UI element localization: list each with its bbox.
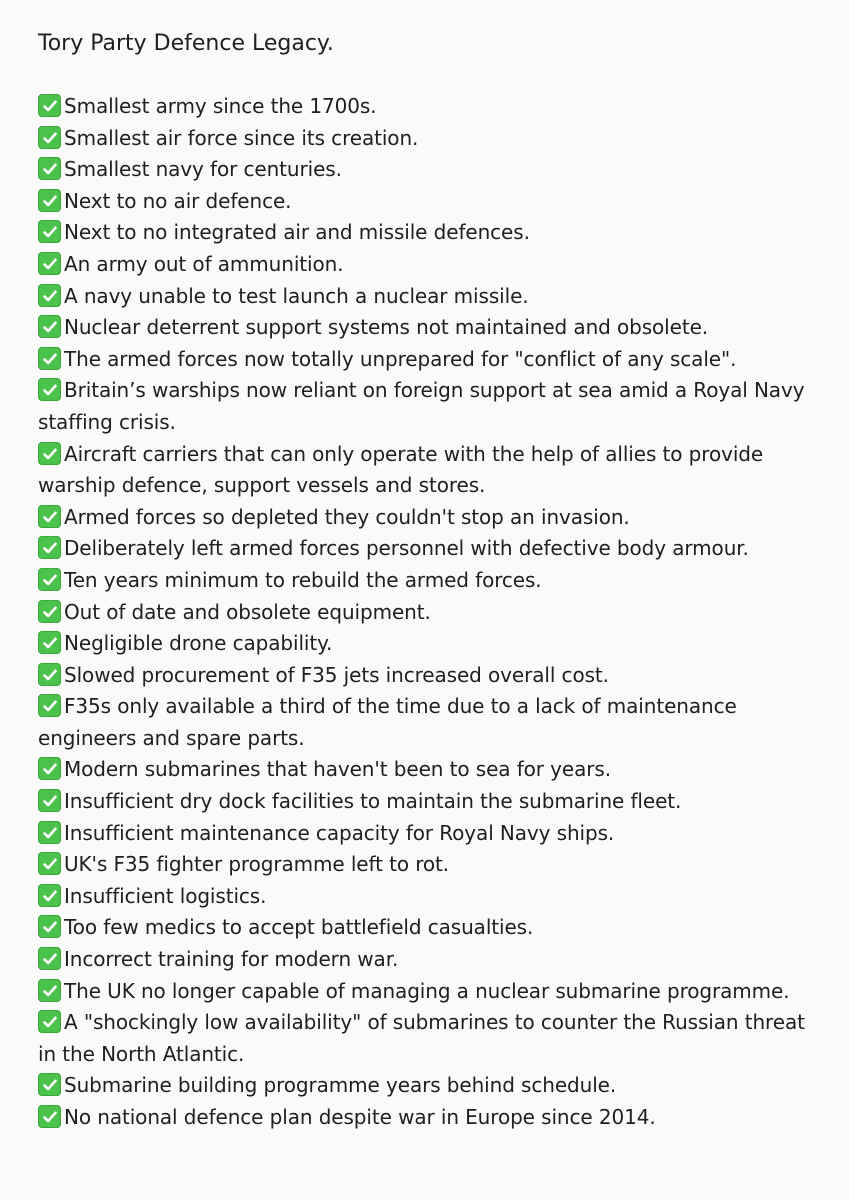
check-mark-icon — [38, 220, 61, 243]
list-item — [38, 691, 819, 754]
list-item — [38, 249, 819, 281]
list-item — [38, 312, 819, 344]
list-item-text: Smallest navy for centuries. — [64, 157, 342, 182]
list-item-text: The UK no longer capable of managing a nuclear submarine programme. — [64, 978, 790, 1003]
list-item — [38, 186, 819, 218]
check-mark-icon — [38, 821, 61, 844]
list-item-text: F35s only available a third of the time due to a lack of maintenance engineers and spare parts. — [38, 694, 737, 750]
list-item-text: Out of date and obsolete equipment. — [64, 599, 431, 624]
list-item — [38, 439, 819, 502]
list-item-text: A "shockingly low availability" of submarines to counter the Russian threat in the North Atlantic. — [38, 1010, 805, 1066]
list-item-text: Britain’s warships now reliant on foreign support at sea amid a Royal Navy staffing crisis. — [38, 378, 805, 434]
list-item — [38, 786, 819, 818]
list-item-text: Incorrect training for modern war. — [64, 947, 399, 972]
check-mark-icon — [38, 347, 61, 370]
list-item-text: Smallest army since the 1700s. — [64, 94, 377, 118]
check-mark-icon — [38, 536, 61, 559]
list-item — [38, 533, 819, 565]
note-title: Tory Party Defence Legacy. — [38, 31, 334, 56]
check-mark-icon — [38, 284, 61, 307]
list-item — [38, 1102, 819, 1134]
list-item-text: An army out of ammunition. — [64, 251, 344, 276]
list-item — [38, 375, 819, 438]
list-item-text: The armed forces now totally unprepared for "conflict of any scale". — [64, 346, 737, 371]
list-item — [38, 754, 819, 786]
check-mark-icon — [38, 947, 61, 970]
list-item — [38, 344, 819, 376]
list-item-text: No national defence plan despite war in Europe since 2014. — [64, 1105, 656, 1129]
check-mark-icon — [38, 126, 61, 149]
list-item-text: A navy unable to test launch a nuclear missile. — [64, 283, 529, 308]
check-mark-icon — [38, 694, 61, 717]
list-item-text: Insufficient dry dock facilities to maintain the submarine fleet. — [64, 789, 682, 814]
list-item-text: Deliberately left armed forces personnel with defective body armour. — [64, 536, 749, 561]
list-item — [38, 944, 819, 976]
check-mark-icon — [38, 600, 61, 623]
list-item — [38, 217, 819, 249]
list-item — [38, 597, 819, 629]
list-item-text: Next to no air defence. — [64, 188, 292, 213]
check-mark-icon — [38, 1010, 61, 1033]
check-mark-icon — [38, 1105, 61, 1128]
list-item-text: Insufficient logistics. — [64, 883, 267, 908]
list-item-text: Smallest air force since its creation. — [64, 125, 419, 150]
check-mark-icon — [38, 631, 61, 654]
check-mark-icon — [38, 378, 61, 401]
list-item-text: Negligible drone capability. — [64, 631, 333, 656]
list-item-text: UK's F35 fighter programme left to rot. — [64, 852, 450, 877]
list-item-text: Ten years minimum to rebuild the armed forces. — [64, 567, 542, 592]
check-mark-icon — [38, 442, 61, 465]
list-item — [38, 976, 819, 1008]
blank-line — [38, 60, 819, 91]
list-item — [38, 628, 819, 660]
check-mark-icon — [38, 663, 61, 686]
list-item-text: Insufficient maintenance capacity for Royal Navy ships. — [64, 820, 615, 845]
list-item-text: Nuclear deterrent support systems not maintained and obsolete. — [64, 315, 709, 340]
check-mark-icon — [38, 1073, 61, 1096]
list-item — [38, 881, 819, 913]
list-item — [38, 1070, 819, 1102]
list-item-text: Modern submarines that haven't been to sea for years. — [64, 757, 611, 782]
list-item-text: Too few medics to accept battlefield casualties. — [64, 915, 534, 940]
check-mark-icon — [38, 157, 61, 180]
list-item — [38, 849, 819, 881]
list-item — [38, 123, 819, 155]
list-item-text: Next to no integrated air and missile defences. — [64, 220, 530, 245]
list-item-text: Submarine building programme years behind schedule. — [64, 1073, 617, 1098]
list-item-text: Armed forces so depleted they couldn't stop an invasion. — [64, 504, 630, 529]
list-item-text: Slowed procurement of F35 jets increased overall cost. — [64, 662, 609, 687]
list-item — [38, 912, 819, 944]
list-item — [38, 565, 819, 597]
list-item-text: Aircraft carriers that can only operate with the help of allies to provide warship defence, support vessels and stores. — [38, 441, 764, 498]
check-mark-icon — [38, 789, 61, 812]
check-mark-icon — [38, 568, 61, 591]
check-mark-icon — [38, 505, 61, 528]
list-item — [38, 281, 819, 313]
check-mark-icon — [38, 94, 61, 117]
check-mark-icon — [38, 915, 61, 938]
check-mark-icon — [38, 884, 61, 907]
check-mark-icon — [38, 189, 61, 212]
check-mark-icon — [38, 315, 61, 338]
list-item — [38, 1007, 819, 1070]
list-item — [38, 660, 819, 692]
check-mark-icon — [38, 252, 61, 275]
check-mark-icon — [38, 852, 61, 875]
list-item — [38, 818, 819, 850]
check-mark-icon — [38, 979, 61, 1002]
list-item — [38, 502, 819, 534]
list-item — [38, 91, 819, 123]
legacy-list — [38, 91, 819, 1134]
check-mark-icon — [38, 757, 61, 780]
list-item — [38, 154, 819, 186]
